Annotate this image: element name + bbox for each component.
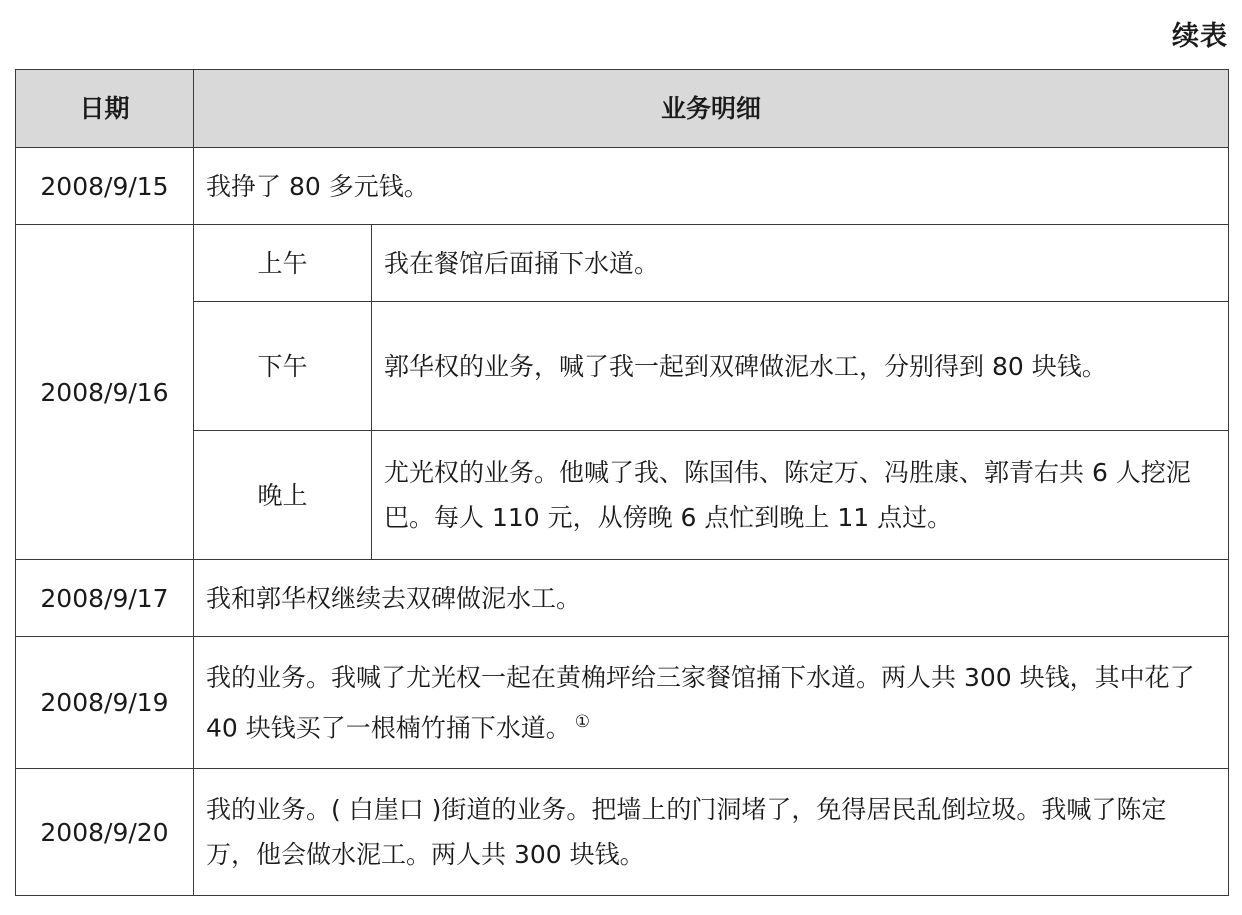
row-date: 2008/9/16 bbox=[16, 225, 194, 560]
row-date: 2008/9/20 bbox=[16, 769, 194, 896]
row-period: 下午 bbox=[194, 302, 372, 431]
table-header-row bbox=[16, 70, 1229, 148]
table-row bbox=[16, 769, 1229, 896]
footnote-marker: ① bbox=[574, 711, 591, 732]
header-date: 日期 bbox=[16, 70, 194, 148]
row-detail: 我在餐馆后面捅下水道。 bbox=[372, 225, 1229, 302]
row-detail: 我挣了 80 多元钱。 bbox=[194, 148, 1229, 225]
row-date: 2008/9/19 bbox=[16, 637, 194, 769]
row-detail: 我的业务。( 白崖口 )街道的业务。把墙上的门洞堵了，免得居民乱倒垃圾。我喊了陈定万，他会做水泥工。两人共 300 块钱。 bbox=[194, 769, 1229, 896]
row-detail-cell bbox=[194, 637, 1229, 769]
table-row bbox=[16, 302, 1229, 431]
row-date: 2008/9/15 bbox=[16, 148, 194, 225]
row-period: 晚上 bbox=[194, 431, 372, 560]
table-row bbox=[16, 560, 1229, 637]
table-row bbox=[16, 431, 1229, 560]
row-date: 2008/9/17 bbox=[16, 560, 194, 637]
header-detail: 业务明细 bbox=[194, 70, 1229, 148]
row-detail: 郭华权的业务，喊了我一起到双碑做泥水工，分别得到 80 块钱。 bbox=[372, 302, 1229, 431]
table-row bbox=[16, 148, 1229, 225]
row-detail: 尤光权的业务。他喊了我、陈国伟、陈定万、冯胜康、郭青右共 6 人挖泥巴。每人 110 元，从傍晚 6 点忙到晚上 11 点过。 bbox=[372, 431, 1229, 560]
row-detail: 我和郭华权继续去双碑做泥水工。 bbox=[194, 560, 1229, 637]
row-detail: 我的业务。我喊了尤光权一起在黄桷坪给三家餐馆捅下水道。两人共 300 块钱，其中花了 40 块钱买了一根楠竹捅下水道。 bbox=[206, 662, 1195, 743]
table-row bbox=[16, 637, 1229, 769]
row-period: 上午 bbox=[194, 225, 372, 302]
table-row bbox=[16, 225, 1229, 302]
table-continued-caption: 续表 bbox=[1172, 21, 1228, 52]
business-ledger-table bbox=[15, 69, 1229, 896]
